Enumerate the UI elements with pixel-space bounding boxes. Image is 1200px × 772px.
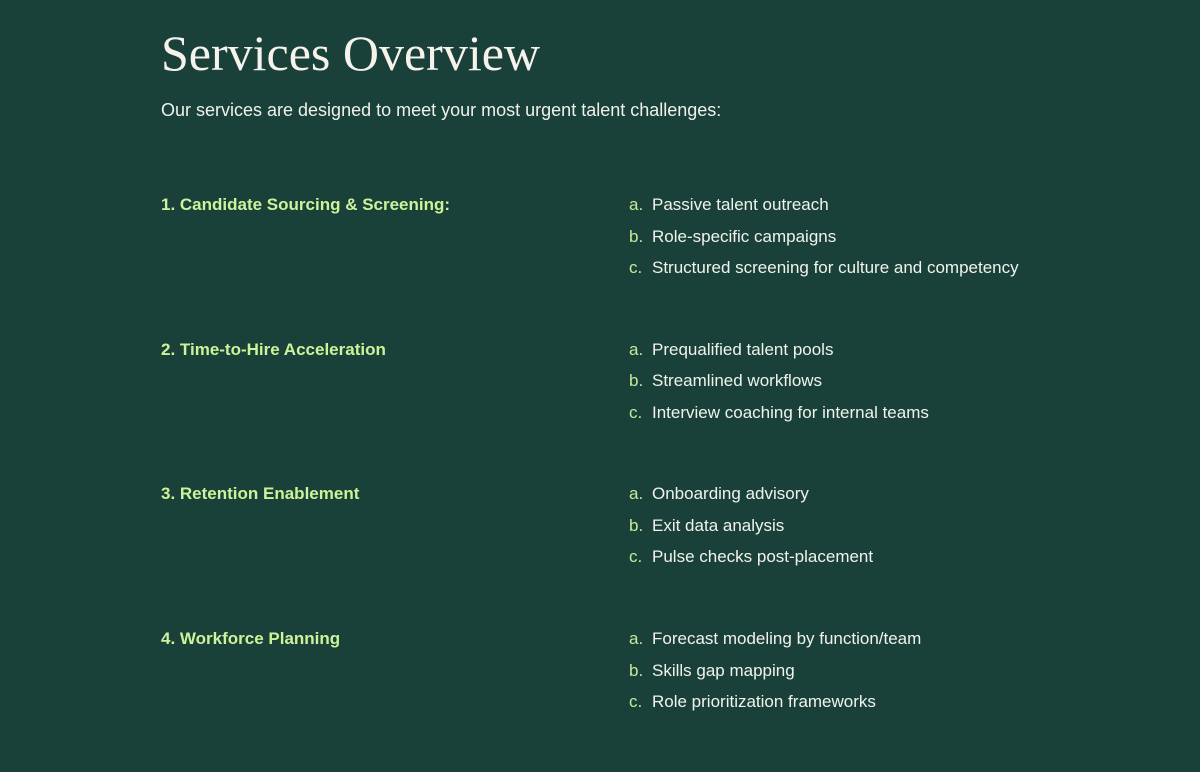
- list-marker: a.: [629, 339, 644, 359]
- list-item: [629, 659, 921, 691]
- list-marker: c.: [629, 692, 643, 712]
- services-list: [161, 193, 1061, 772]
- list-item: [629, 514, 873, 546]
- list-marker: b.: [629, 371, 644, 391]
- list-marker: c.: [629, 258, 643, 277]
- service-time-to-hire: [161, 338, 1061, 483]
- list-item-text: Streamlined workflows: [652, 371, 823, 391]
- list-marker: b.: [629, 226, 644, 246]
- service-candidate-sourcing: [161, 193, 1061, 338]
- list-item-text: Role prioritization frameworks: [652, 692, 876, 712]
- list-marker: a.: [629, 484, 644, 504]
- service-retention: [161, 482, 1061, 627]
- list-item: [629, 690, 921, 722]
- service-subitems: [629, 193, 1019, 288]
- list-item: [629, 369, 929, 401]
- list-item: [629, 256, 1019, 288]
- list-marker: b.: [629, 515, 644, 535]
- list-item-text: Forecast modeling by function/team: [652, 629, 922, 649]
- service-heading: 4. Workforce Planning: [161, 629, 341, 649]
- list-item: [629, 193, 1019, 225]
- list-item-text: Passive talent outreach: [652, 195, 829, 214]
- list-marker: a.: [629, 629, 644, 649]
- list-item-text: Exit data analysis: [652, 515, 785, 535]
- list-item: [629, 401, 929, 433]
- list-marker: c.: [629, 547, 643, 567]
- service-heading: 3. Retention Enablement: [161, 484, 360, 504]
- intro-text: Our services are designed to meet your most urgent talent challenges:: [161, 100, 722, 120]
- service-heading: 2. Time-to-Hire Acceleration: [161, 339, 386, 359]
- list-item-text: Skills gap mapping: [652, 660, 795, 680]
- list-item: [629, 225, 1019, 257]
- list-item-text: Onboarding advisory: [652, 484, 809, 504]
- list-item: [629, 482, 873, 514]
- service-workforce-planning: [161, 627, 1061, 772]
- list-item: [629, 545, 873, 577]
- list-marker: b.: [629, 660, 644, 680]
- list-marker: c.: [629, 402, 643, 422]
- list-marker: a.: [629, 195, 644, 214]
- list-item-text: Role-specific campaigns: [652, 226, 837, 246]
- list-item: [629, 338, 929, 370]
- service-subitems: [629, 627, 921, 722]
- list-item-text: Pulse checks post-placement: [652, 547, 874, 567]
- page-title: Services Overview: [161, 25, 541, 81]
- list-item-text: Prequalified talent pools: [652, 339, 834, 359]
- service-subitems: [629, 338, 929, 433]
- service-heading: 1. Candidate Sourcing & Screening:: [161, 195, 451, 214]
- list-item-text: Structured screening for culture and competency: [652, 258, 1019, 277]
- service-subitems: [629, 482, 873, 577]
- list-item-text: Interview coaching for internal teams: [652, 402, 929, 422]
- list-item: [629, 627, 921, 659]
